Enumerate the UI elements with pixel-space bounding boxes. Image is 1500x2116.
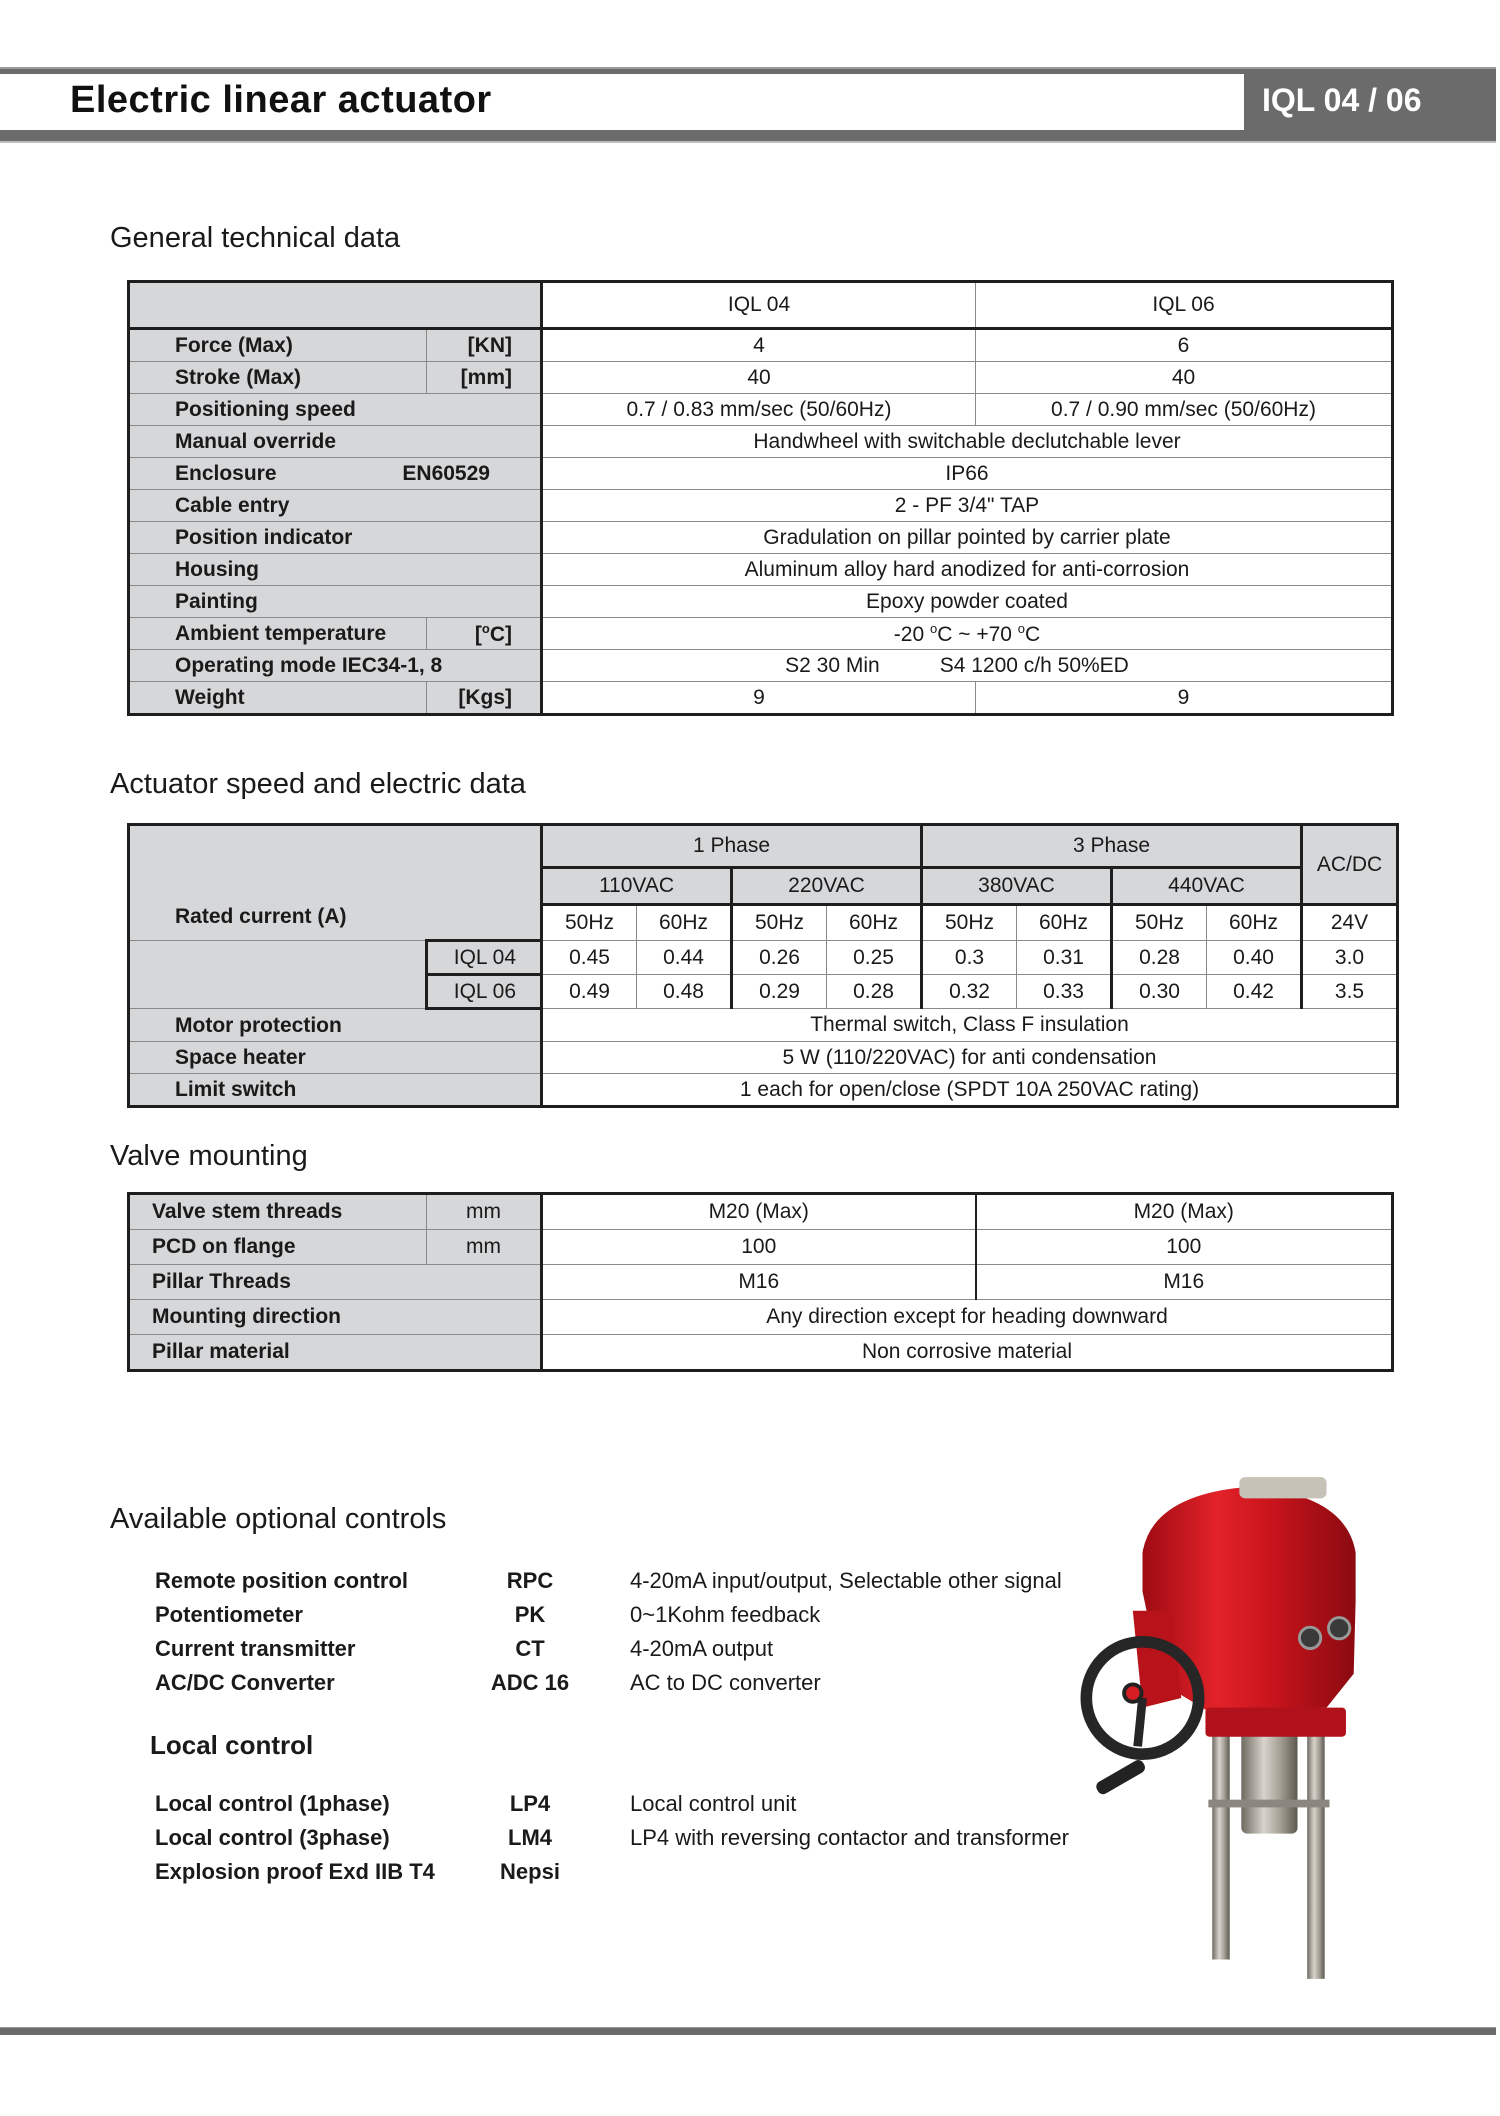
cell-value: Non corrosive material: [542, 1335, 1393, 1371]
table-row: [129, 1194, 1393, 1230]
row-unit: [427, 618, 542, 650]
rated-current-label: Rated current (A): [129, 825, 542, 941]
header-blank-cell: [129, 282, 542, 329]
table-row: [129, 490, 1393, 522]
cell-value: 100: [976, 1230, 1393, 1265]
option-code: RPC: [506, 1568, 554, 1593]
option-code: CT: [515, 1636, 545, 1661]
table-row: [129, 650, 1393, 682]
table-row: [129, 522, 1393, 554]
operating-mode-s4: S4 1200 c/h 50%ED: [939, 653, 1129, 677]
cell-value: 3.0: [1302, 941, 1398, 975]
degree-sup: o: [481, 620, 490, 636]
option-name: Local control (1phase): [155, 1791, 390, 1816]
section-title-optional: Available optional controls: [110, 1503, 447, 1535]
cell-value: Epoxy powder coated: [542, 586, 1393, 618]
table-row: [129, 586, 1393, 618]
cell-value: M16: [976, 1265, 1393, 1300]
row-label-text: Enclosure: [175, 461, 277, 485]
voltage-header: 220VAC: [732, 868, 922, 905]
cell-value: Thermal switch, Class F insulation: [542, 1009, 1398, 1042]
cell-value: 0.28: [827, 975, 922, 1009]
table-row: [129, 618, 1393, 650]
option-desc: 4-20mA output: [630, 1636, 774, 1661]
row-label: Manual override: [129, 426, 542, 458]
electric-data-table: [127, 823, 1399, 1108]
option-code: PK: [514, 1602, 546, 1627]
freq-header: 60Hz: [827, 905, 922, 941]
model-label: IQL 04: [427, 941, 542, 975]
freq-header: 60Hz: [637, 905, 732, 941]
cell-value: [542, 650, 1393, 682]
phase-group-1: 1 Phase: [542, 825, 922, 868]
phase-group-3: 3 Phase: [922, 825, 1302, 868]
list-item: [155, 1787, 1069, 1821]
cell-value: 0.40: [1207, 941, 1302, 975]
list-item: [155, 1632, 1062, 1666]
cell-value: 0.26: [732, 941, 827, 975]
actuator-product-image: [1065, 1462, 1375, 1992]
table-row: [129, 1042, 1398, 1074]
table-row: [129, 1300, 1393, 1335]
row-standard: EN60529: [402, 461, 490, 485]
option-code: LP4: [509, 1791, 551, 1816]
option-name: Explosion proof Exd IIB T4: [155, 1859, 435, 1884]
cell-value: Gradulation on pillar pointed by carrier plate: [542, 522, 1393, 554]
cell-value: Any direction except for heading downward: [542, 1300, 1393, 1335]
table-row: [129, 554, 1393, 586]
cell-value: 0.49: [542, 975, 637, 1009]
option-name: Potentiometer: [155, 1602, 303, 1627]
cell-value: 0.3: [922, 941, 1017, 975]
cell-value: Handwheel with switchable declutchable lever: [542, 426, 1393, 458]
option-name: Remote position control: [155, 1568, 408, 1593]
list-item: [155, 1564, 1062, 1598]
row-label: Space heater: [129, 1042, 542, 1074]
row-label: PCD on flange: [129, 1230, 427, 1265]
cell-value: M20 (Max): [976, 1194, 1393, 1230]
row-label: Housing: [129, 554, 542, 586]
row-label: Cable entry: [129, 490, 542, 522]
table-row: [129, 329, 1393, 362]
row-label: Limit switch: [129, 1074, 542, 1107]
cell-value: 0.31: [1017, 941, 1112, 975]
list-item: [155, 1821, 1069, 1855]
cell-value: 9: [976, 682, 1393, 715]
pillar-icon: [1208, 1727, 1329, 1979]
voltage-header: 380VAC: [922, 868, 1112, 905]
table-row: [129, 394, 1393, 426]
table-row: [129, 1009, 1398, 1042]
row-label: Mounting direction: [129, 1300, 542, 1335]
cell-value: 2 - PF 3/4" TAP: [542, 490, 1393, 522]
row-label: Positioning speed: [129, 394, 542, 426]
cell-value: 0.42: [1207, 975, 1302, 1009]
unit-part: [: [474, 622, 482, 646]
section-title-valve: Valve mounting: [110, 1140, 308, 1172]
cell-value: [542, 618, 1393, 650]
row-unit: mm: [427, 1194, 542, 1230]
section-title-local: Local control: [150, 1730, 314, 1760]
phase-group-acdc: AC/DC: [1302, 825, 1398, 905]
table-row: [129, 682, 1393, 715]
rated-current-blank: [129, 941, 427, 1009]
cell-value: 6: [976, 329, 1393, 362]
freq-header: 50Hz: [922, 905, 1017, 941]
row-label: Pillar Threads: [129, 1265, 542, 1300]
table-row: [129, 941, 1398, 975]
page-title: Electric linear actuator: [70, 79, 492, 121]
operating-mode-s2: S2 30 Min: [785, 653, 880, 677]
freq-header: 60Hz: [1207, 905, 1302, 941]
footer-band: [0, 2027, 1496, 2035]
row-unit: [mm]: [427, 362, 542, 394]
cell-value: 0.25: [827, 941, 922, 975]
row-label: Ambient temperature: [129, 618, 427, 650]
cell-value: 0.33: [1017, 975, 1112, 1009]
row-label: Motor protection: [129, 1009, 542, 1042]
row-label: Position indicator: [129, 522, 542, 554]
row-label: Force (Max): [129, 329, 427, 362]
cell-value: 0.32: [922, 975, 1017, 1009]
option-desc: AC to DC converter: [630, 1670, 821, 1695]
cell-value: M16: [542, 1265, 976, 1300]
freq-header: 50Hz: [732, 905, 827, 941]
table-row: [129, 362, 1393, 394]
option-code: ADC 16: [490, 1670, 570, 1695]
list-item: [155, 1598, 1062, 1632]
freq-header: 50Hz: [542, 905, 637, 941]
voltage-header: 440VAC: [1112, 868, 1302, 905]
unit-part: C]: [489, 622, 512, 646]
option-desc: Local control unit: [630, 1791, 797, 1816]
column-header: IQL 06: [976, 282, 1393, 329]
voltage-header: 110VAC: [542, 868, 732, 905]
cell-value: 0.48: [637, 975, 732, 1009]
cell-value: M20 (Max): [542, 1194, 976, 1230]
freq-header: 50Hz: [1112, 905, 1207, 941]
cell-value: Aluminum alloy hard anodized for anti-corrosion: [542, 554, 1393, 586]
table-row: [129, 1230, 1393, 1265]
temp-part: C ~ +70: [937, 622, 1018, 646]
cell-value: 0.45: [542, 941, 637, 975]
section-title-general: General technical data: [110, 222, 401, 254]
table-row: [129, 458, 1393, 490]
option-desc: 4-20mA input/output, Selectable other signal: [630, 1568, 1062, 1593]
optional-controls-list: [155, 1564, 1062, 1700]
freq-header: 24V: [1302, 905, 1398, 941]
cell-value: 0.28: [1112, 941, 1207, 975]
general-technical-table: [127, 280, 1394, 716]
option-desc: LP4 with reversing contactor and transformer: [630, 1825, 1069, 1850]
row-label: Stroke (Max): [129, 362, 427, 394]
cell-value: 4: [542, 329, 976, 362]
row-label: Painting: [129, 586, 542, 618]
option-name: Current transmitter: [155, 1636, 356, 1661]
cell-value: 0.30: [1112, 975, 1207, 1009]
cell-value: 9: [542, 682, 976, 715]
cell-value: 0.29: [732, 975, 827, 1009]
option-name: Local control (3phase): [155, 1825, 390, 1850]
temp-part: -20: [893, 622, 930, 646]
local-controls-list: [155, 1787, 1069, 1889]
model-label: IQL 06: [427, 975, 542, 1009]
table-row: [129, 1265, 1393, 1300]
cell-value: 40: [542, 362, 976, 394]
cell-value: 3.5: [1302, 975, 1398, 1009]
table-row: [129, 1074, 1398, 1107]
cell-value: 0.7 / 0.83 mm/sec (50/60Hz): [542, 394, 976, 426]
section-title-electric: Actuator speed and electric data: [110, 768, 526, 800]
option-desc: 0~1Kohm feedback: [630, 1602, 821, 1627]
cell-value: IP66: [542, 458, 1393, 490]
option-code: LM4: [508, 1825, 552, 1850]
degree-sup: o: [929, 620, 938, 636]
temp-part: C: [1025, 622, 1041, 646]
model-badge: IQL 04 / 06: [1262, 82, 1422, 118]
row-label: Operating mode IEC34-1, 8: [129, 650, 542, 682]
list-item: [155, 1855, 1069, 1889]
cell-value: 1 each for open/close (SPDT 10A 250VAC rating): [542, 1074, 1398, 1107]
row-unit: [KN]: [427, 329, 542, 362]
cell-value: 100: [542, 1230, 976, 1265]
row-label: [129, 458, 542, 490]
cell-value: 0.7 / 0.90 mm/sec (50/60Hz): [976, 394, 1393, 426]
row-label: Valve stem threads: [129, 1194, 427, 1230]
row-label: Pillar material: [129, 1335, 542, 1371]
list-item: [155, 1666, 1062, 1700]
option-name: AC/DC Converter: [155, 1670, 335, 1695]
cell-value: 40: [976, 362, 1393, 394]
row-unit: [Kgs]: [427, 682, 542, 715]
column-header: IQL 04: [542, 282, 976, 329]
freq-header: 60Hz: [1017, 905, 1112, 941]
cell-value: 0.44: [637, 941, 732, 975]
row-unit: mm: [427, 1230, 542, 1265]
cell-value: 5 W (110/220VAC) for anti condensation: [542, 1042, 1398, 1074]
valve-mounting-table: [127, 1192, 1394, 1372]
table-row: [129, 1335, 1393, 1371]
option-code: Nepsi: [500, 1859, 560, 1884]
row-label: Weight: [129, 682, 427, 715]
table-row: [129, 426, 1393, 458]
degree-sup: o: [1017, 620, 1026, 636]
